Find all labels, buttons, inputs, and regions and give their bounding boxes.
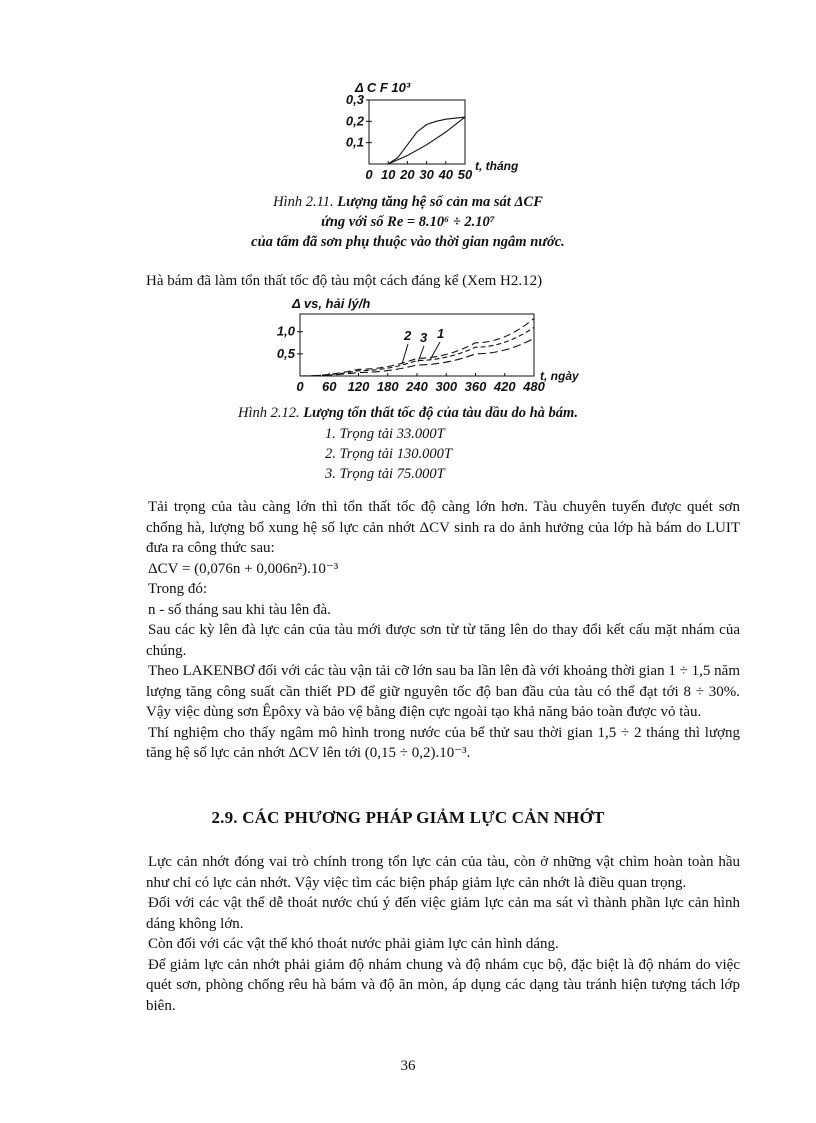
figure-2-11-caption: [0, 192, 816, 252]
fig1-caption-line3: của tấm đã sơn phụ thuộc vào thời gian ngâm nước.: [251, 234, 565, 250]
fig1-xtick-label: 40: [438, 167, 454, 182]
paragraph-viscous-main: Lực cản nhớt đóng vai trò chính trong tổn lực cản của tàu, còn ở những vật chìm hoàn toàn hầu như chỉ có lực cản nhớt. Vậy việc tìm các biện pháp giảm lực cản nhớt là điều quan trọng.: [146, 854, 740, 891]
fig2-xtick-label: 60: [322, 379, 337, 394]
fig1-series-upper: [388, 117, 465, 164]
paragraph-lakenbo: Theo LAKENBƠ đối với các tàu vận tải cỡ lớn sau ba lần lên đà với khoảng thời gian 1 ÷ 1,5 năm lượng tăng công suất cần thiết PD để giữ nguyên tốc độ ban đầu của tàu có thể đạt tới 8 ÷ 30%. Vậy việc dùng sơn Êpôxy và bảo vệ bằng điện cực ngoài tạo khả năng bảo toàn được vỏ tàu.: [146, 663, 740, 720]
fig2-ytick-label: 0,5: [276, 345, 295, 361]
fig1-ytick-label: 0,3: [345, 92, 364, 107]
legend-item-2: 2. Trọng tải 130.000T: [325, 446, 452, 462]
paragraph-hard-drain: Còn đối với các vật thể khó thoát nước phải giảm lực cản hình dáng.: [148, 936, 559, 952]
legend-item-1: 1. Trọng tải 33.000T: [325, 426, 445, 442]
fig1-caption-line2: ứng với số Re = 8.10⁶ ÷ 2.10⁷: [321, 214, 495, 230]
fig2-caption-lead: Hình 2.12.: [238, 405, 300, 421]
body-block-1: [146, 497, 740, 764]
fig2-plot-frame: [300, 314, 534, 376]
fig1-caption-lead: Hình 2.11.: [273, 194, 334, 210]
fig2-curve-label: 3: [420, 330, 428, 345]
fig2-ylabel: Δ vs, hải lý/h: [292, 296, 371, 311]
paragraph-after-dock: Sau các kỳ lên đà lực cản của tàu mới được sơn từ từ tăng lên do thay đổi kết cấu mặt nhám của chúng.: [146, 622, 740, 659]
fig1-xtick-label: 0: [365, 167, 373, 182]
fig2-curve-label-leader: [418, 346, 424, 362]
paragraph-load: Tải trọng của tàu càng lớn thì tổn thất tốc độ càng lớn hơn. Tàu chuyên tuyến được quét sơn chống hà, lượng bổ xung hệ số lực cản nhớt ΔCV sinh ra do ảnh hưởng của lớp hà bám do LUIT đưa ra công thức sau:: [146, 499, 740, 556]
paragraph-experiment: Thí nghiệm cho thấy ngâm mô hình trong nước của bể thử sau thời gian 1,5 ÷ 2 tháng thì lượng tăng hệ số lực cản nhớt ΔCV lên tới (0,15 ÷ 0,2).10⁻³.: [146, 724, 740, 761]
fig2-xtick-label: 480: [523, 379, 545, 394]
fig2-xtick-label: 360: [464, 379, 487, 394]
figure-2-11-chart: [325, 78, 565, 183]
section-title: 2.9. CÁC PHƯƠNG PHÁP GIẢM LỰC CẢN NHỚT: [211, 808, 605, 827]
fig2-xtick-label: 0: [296, 379, 304, 394]
body-block-2: [146, 852, 740, 1016]
fig2-curve-label: 2: [404, 328, 412, 343]
fig2-curve-label-leader: [402, 344, 408, 364]
fig1-xtick-label: 20: [400, 167, 415, 182]
legend-item-3: 3. Trọng tải 75.000T: [325, 466, 445, 482]
fig1-ylabel: Δ C F 10³: [355, 80, 411, 95]
fig1-xtick-label: 50: [457, 167, 473, 182]
fig1-xtick-label: 30: [419, 167, 434, 182]
page-number: 36: [400, 1058, 416, 1074]
fig2-curve-3: [300, 327, 534, 376]
paragraph-easy-drain: Đối với các vật thể dễ thoát nước chú ý đến việc giảm lực cản ma sát vì thành phần lực cản hình dáng không lớn.: [146, 895, 740, 932]
figure-2-12-caption: [0, 403, 816, 423]
fig1-xtick-label: 10: [380, 167, 396, 182]
fig2-xtick-label: 420: [493, 379, 516, 394]
intro-line: Hà bám đã làm tổn thất tốc độ tàu một cách đáng kể (Xem H2.12): [146, 273, 543, 289]
fig2-xtick-label: 240: [406, 379, 428, 394]
paragraph-reduce: Để giảm lực cản nhớt phải giảm độ nhám chung và độ nhám cục bộ, đặc biệt là độ nhám do việc quét sơn, phòng chống rêu hà bám và độ ăn mòn, áp dụng các dạng tàu tránh hiện tượng tách lớp biên.: [146, 956, 740, 1014]
fig2-xtick-label: 120: [347, 379, 370, 394]
fig2-curve-2: [300, 318, 534, 376]
fig2-xtick-label: 180: [376, 379, 399, 394]
fig2-legend: [325, 424, 452, 484]
figure-2-12-chart: [262, 292, 592, 400]
fig2-ytick-label: 1,0: [276, 323, 295, 339]
fig2-xtick-label: 300: [435, 379, 458, 394]
paragraph-n-def: n - số tháng sau khi tàu lên đà.: [148, 601, 331, 618]
fig1-ytick-label: 0,2: [345, 113, 364, 129]
fig2-xlabel: t, ngày: [540, 369, 579, 383]
fig1-caption-line1: Lượng tăng hệ số cản ma sát ΔCF: [337, 194, 543, 210]
paragraph-where: Trong đó:: [148, 581, 208, 597]
fig2-curve-label: 1: [437, 326, 445, 341]
formula-dcv: ΔCV = (0,076n + 0,006n²).10⁻³: [148, 560, 339, 577]
fig1-ytick-label: 0,1: [345, 134, 364, 150]
fig2-caption-bold: Lượng tổn thất tốc độ của tàu dầu do hà bám.: [303, 405, 578, 421]
fig1-xlabel: t, tháng: [475, 159, 519, 173]
